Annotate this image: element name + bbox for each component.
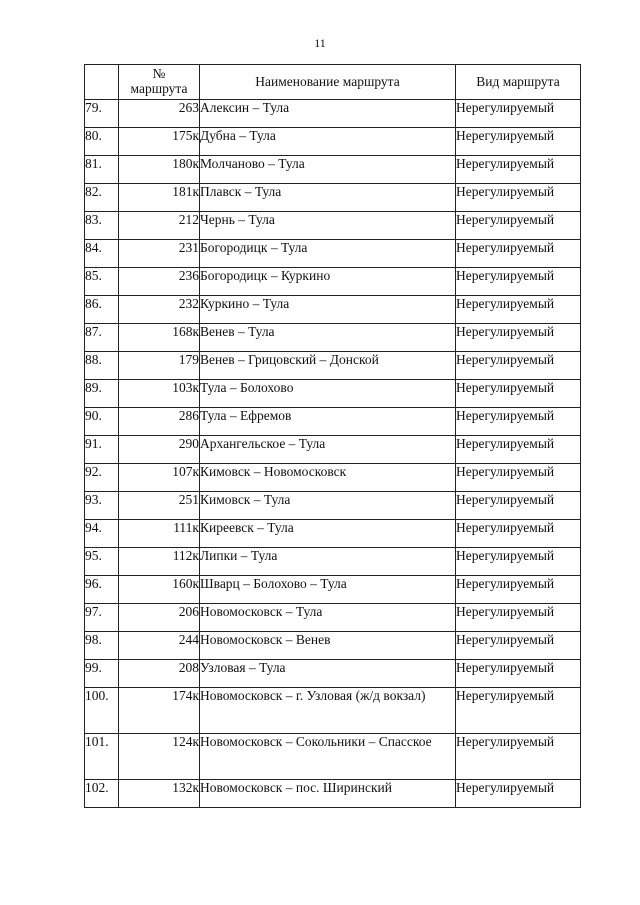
row-index: 94. bbox=[85, 520, 119, 548]
route-name: Новомосковск – пос. Ширинский bbox=[200, 780, 456, 808]
page-number: 11 bbox=[314, 36, 326, 50]
row-index: 92. bbox=[85, 464, 119, 492]
route-number: 251 bbox=[119, 492, 200, 520]
route-number: 286 bbox=[119, 408, 200, 436]
route-name: Дубна – Тула bbox=[200, 128, 456, 156]
route-type: Нерегулируемый bbox=[456, 156, 581, 184]
row-index: 88. bbox=[85, 352, 119, 380]
route-name: Венев – Грицовский – Донской bbox=[200, 352, 456, 380]
table-row bbox=[85, 632, 581, 660]
table-row bbox=[85, 212, 581, 240]
route-name: Венев – Тула bbox=[200, 324, 456, 352]
route-number: 168к bbox=[119, 324, 200, 352]
table-row bbox=[85, 548, 581, 576]
row-index: 81. bbox=[85, 156, 119, 184]
route-number: 111к bbox=[119, 520, 200, 548]
route-type: Нерегулируемый bbox=[456, 520, 581, 548]
table-row bbox=[85, 436, 581, 464]
table-row bbox=[85, 688, 581, 734]
route-type: Нерегулируемый bbox=[456, 780, 581, 808]
table-row bbox=[85, 352, 581, 380]
row-index: 82. bbox=[85, 184, 119, 212]
route-type: Нерегулируемый bbox=[456, 734, 581, 780]
route-type: Нерегулируемый bbox=[456, 100, 581, 128]
route-name: Липки – Тула bbox=[200, 548, 456, 576]
header-index-cell bbox=[85, 65, 119, 100]
route-name: Кимовск – Тула bbox=[200, 492, 456, 520]
table-row bbox=[85, 576, 581, 604]
route-name: Богородицк – Куркино bbox=[200, 268, 456, 296]
route-number: 174к bbox=[119, 688, 200, 734]
route-type: Нерегулируемый bbox=[456, 436, 581, 464]
row-index: 85. bbox=[85, 268, 119, 296]
table-row bbox=[85, 128, 581, 156]
table-row bbox=[85, 520, 581, 548]
table-row bbox=[85, 380, 581, 408]
table-row bbox=[85, 324, 581, 352]
route-type: Нерегулируемый bbox=[456, 212, 581, 240]
route-number: 208 bbox=[119, 660, 200, 688]
row-index: 80. bbox=[85, 128, 119, 156]
table-row bbox=[85, 268, 581, 296]
row-index: 102. bbox=[85, 780, 119, 808]
route-type: Нерегулируемый bbox=[456, 660, 581, 688]
route-name: Новомосковск – Венев bbox=[200, 632, 456, 660]
row-index: 93. bbox=[85, 492, 119, 520]
route-number: 244 bbox=[119, 632, 200, 660]
route-name: Куркино – Тула bbox=[200, 296, 456, 324]
route-name: Чернь – Тула bbox=[200, 212, 456, 240]
table-row bbox=[85, 240, 581, 268]
route-number: 112к bbox=[119, 548, 200, 576]
route-type: Нерегулируемый bbox=[456, 688, 581, 734]
table-row bbox=[85, 464, 581, 492]
route-number: 263 bbox=[119, 100, 200, 128]
route-number: 206 bbox=[119, 604, 200, 632]
header-route-type: Вид маршрута bbox=[456, 65, 581, 100]
route-name: Новомосковск – Тула bbox=[200, 604, 456, 632]
route-type: Нерегулируемый bbox=[456, 240, 581, 268]
route-name: Богородицк – Тула bbox=[200, 240, 456, 268]
route-type: Нерегулируемый bbox=[456, 464, 581, 492]
table-row bbox=[85, 660, 581, 688]
row-index: 95. bbox=[85, 548, 119, 576]
route-type: Нерегулируемый bbox=[456, 632, 581, 660]
row-index: 86. bbox=[85, 296, 119, 324]
header-number-sign: № bbox=[152, 66, 166, 81]
route-name: Архангельское – Тула bbox=[200, 436, 456, 464]
table-row bbox=[85, 296, 581, 324]
route-name: Тула – Ефремов bbox=[200, 408, 456, 436]
route-number: 181к bbox=[119, 184, 200, 212]
route-number: 160к bbox=[119, 576, 200, 604]
table-row bbox=[85, 100, 581, 128]
route-type: Нерегулируемый bbox=[456, 184, 581, 212]
route-number: 107к bbox=[119, 464, 200, 492]
route-type: Нерегулируемый bbox=[456, 380, 581, 408]
table-row bbox=[85, 780, 581, 808]
route-number: 180к bbox=[119, 156, 200, 184]
route-type: Нерегулируемый bbox=[456, 492, 581, 520]
route-name: Молчаново – Тула bbox=[200, 156, 456, 184]
table-row bbox=[85, 156, 581, 184]
row-index: 91. bbox=[85, 436, 119, 464]
route-name: Плавск – Тула bbox=[200, 184, 456, 212]
row-index: 98. bbox=[85, 632, 119, 660]
table-row bbox=[85, 734, 581, 780]
route-name: Шварц – Болохово – Тула bbox=[200, 576, 456, 604]
route-name: Узловая – Тула bbox=[200, 660, 456, 688]
route-number: 236 bbox=[119, 268, 200, 296]
route-name: Тула – Болохово bbox=[200, 380, 456, 408]
route-number: 103к bbox=[119, 380, 200, 408]
row-index: 84. bbox=[85, 240, 119, 268]
route-number: 290 bbox=[119, 436, 200, 464]
route-number: 132к bbox=[119, 780, 200, 808]
route-number: 124к bbox=[119, 734, 200, 780]
route-type: Нерегулируемый bbox=[456, 408, 581, 436]
route-name: Новомосковск – г. Узловая (ж/д вокзал) bbox=[200, 688, 456, 734]
route-name: Алексин – Тула bbox=[200, 100, 456, 128]
table-row bbox=[85, 604, 581, 632]
header-route-name: Наименование маршрута bbox=[200, 65, 456, 100]
route-number: 232 bbox=[119, 296, 200, 324]
row-index: 83. bbox=[85, 212, 119, 240]
route-number: 212 bbox=[119, 212, 200, 240]
route-number: 175к bbox=[119, 128, 200, 156]
header-number-word: маршрута bbox=[130, 81, 188, 96]
route-name: Кимовск – Новомосковск bbox=[200, 464, 456, 492]
row-index: 99. bbox=[85, 660, 119, 688]
route-number: 231 bbox=[119, 240, 200, 268]
row-index: 96. bbox=[85, 576, 119, 604]
route-number: 179 bbox=[119, 352, 200, 380]
row-index: 89. bbox=[85, 380, 119, 408]
route-type: Нерегулируемый bbox=[456, 548, 581, 576]
table-row bbox=[85, 184, 581, 212]
route-name: Новомосковск – Сокольники – Спасское bbox=[200, 734, 456, 780]
route-name: Киреевск – Тула bbox=[200, 520, 456, 548]
row-index: 97. bbox=[85, 604, 119, 632]
table-row bbox=[85, 492, 581, 520]
row-index: 90. bbox=[85, 408, 119, 436]
header-route-number bbox=[119, 65, 200, 100]
route-type: Нерегулируемый bbox=[456, 576, 581, 604]
table-row bbox=[85, 408, 581, 436]
row-index: 79. bbox=[85, 100, 119, 128]
route-type: Нерегулируемый bbox=[456, 604, 581, 632]
route-type: Нерегулируемый bbox=[456, 128, 581, 156]
route-type: Нерегулируемый bbox=[456, 352, 581, 380]
row-index: 100. bbox=[85, 688, 119, 734]
route-type: Нерегулируемый bbox=[456, 296, 581, 324]
route-type: Нерегулируемый bbox=[456, 268, 581, 296]
route-type: Нерегулируемый bbox=[456, 324, 581, 352]
table-header-row bbox=[85, 65, 581, 100]
routes-table bbox=[84, 64, 581, 808]
row-index: 87. bbox=[85, 324, 119, 352]
row-index: 101. bbox=[85, 734, 119, 780]
